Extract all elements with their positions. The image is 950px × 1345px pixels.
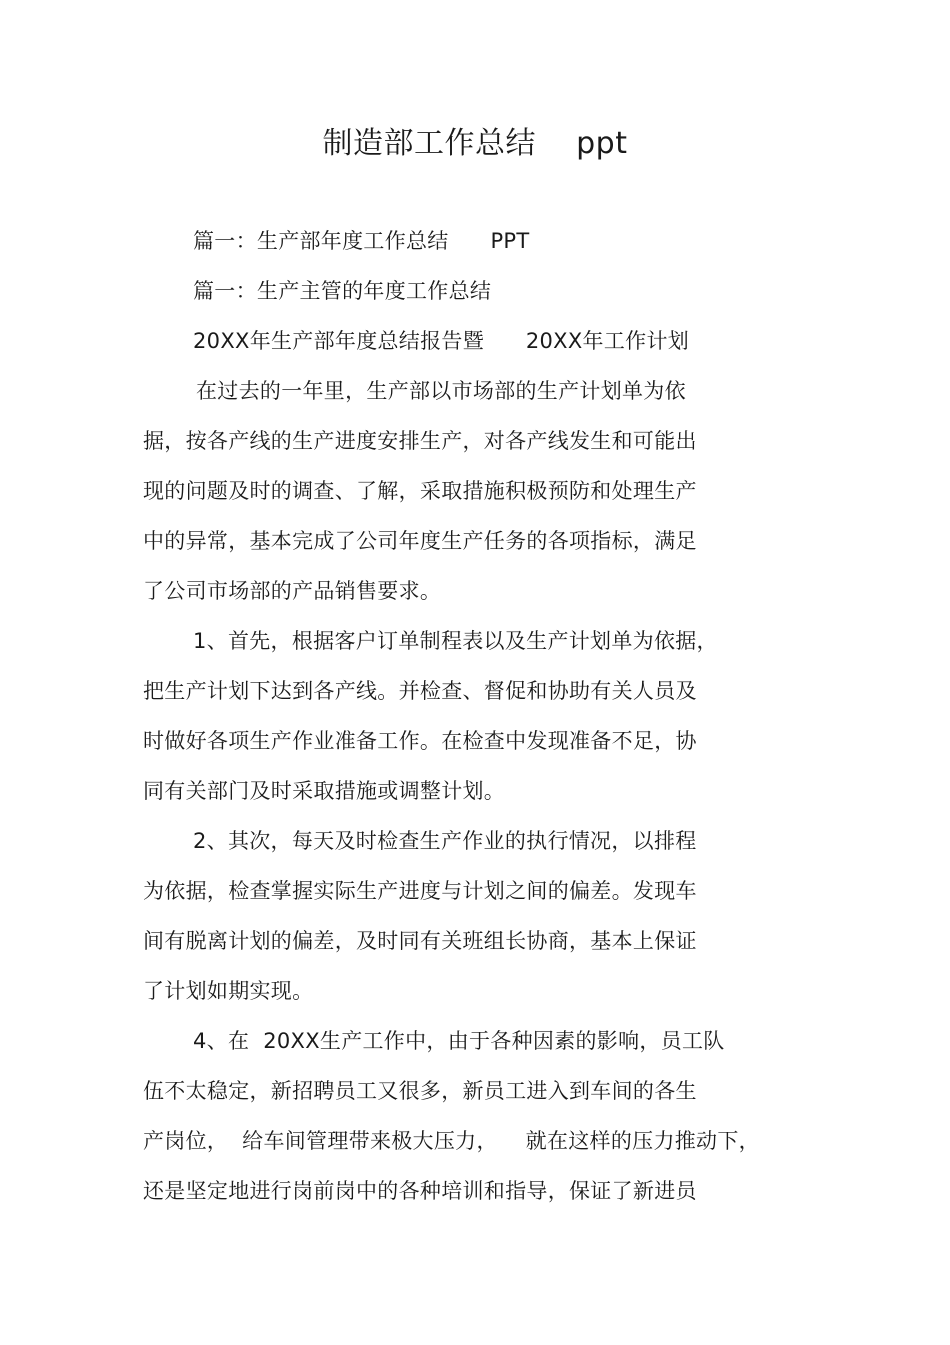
report-heading: 20XX年生产部年度总结报告暨 20XX年工作计划 bbox=[193, 329, 690, 353]
paragraph-line: 中的异常，基本完成了公司年度生产任务的各项指标，满足 bbox=[143, 529, 697, 553]
paragraph-line: 产岗位， 给车间管理带来极大压力， 就在这样的压力推动下， bbox=[143, 1129, 760, 1153]
paragraph-line: 了计划如期实现。 bbox=[143, 979, 314, 1003]
subheading-1: 篇一：生产部年度工作总结 PPT bbox=[193, 229, 530, 253]
subheading-2: 篇一：生产主管的年度工作总结 bbox=[193, 279, 492, 303]
paragraph-line: 把生产计划下达到各产线。并检查、督促和协助有关人员及 bbox=[143, 679, 697, 703]
page-title: 制造部工作总结 ppt bbox=[322, 126, 628, 161]
paragraph-line: 还是坚定地进行岗前岗中的各种培训和指导，保证了新进员 bbox=[143, 1179, 697, 1203]
paragraph-line: 2、其次，每天及时检查生产作业的执行情况，以排程 bbox=[193, 829, 697, 853]
paragraph-line: 时做好各项生产作业准备工作。在检查中发现准备不足，协 bbox=[143, 729, 697, 753]
paragraph-line: 伍不太稳定，新招聘员工又很多，新员工进入到车间的各生 bbox=[143, 1079, 697, 1103]
paragraph-line: 间有脱离计划的偏差，及时同有关班组长协商，基本上保证 bbox=[143, 929, 697, 953]
paragraph-line: 1、首先，根据客户订单制程表以及生产计划单为依据， bbox=[193, 629, 718, 653]
paragraph-line: 为依据，检查掌握实际生产进度与计划之间的偏差。发现车 bbox=[143, 879, 697, 903]
paragraph-line: 现的问题及时的调查、了解，采取措施积极预防和处理生产 bbox=[143, 479, 697, 503]
paragraph-line: 了公司市场部的产品销售要求。 bbox=[143, 579, 442, 603]
paragraph-line: 4、在 20XX生产工作中，由于各种因素的影响，员工队 bbox=[193, 1029, 725, 1053]
paragraph-line: 据，按各产线的生产进度安排生产，对各产线发生和可能出 bbox=[143, 429, 697, 453]
paragraph-line: 在过去的一年里，生产部以市场部的生产计划单为依 bbox=[196, 379, 686, 403]
paragraph-line: 同有关部门及时采取措施或调整计划。 bbox=[143, 779, 506, 803]
